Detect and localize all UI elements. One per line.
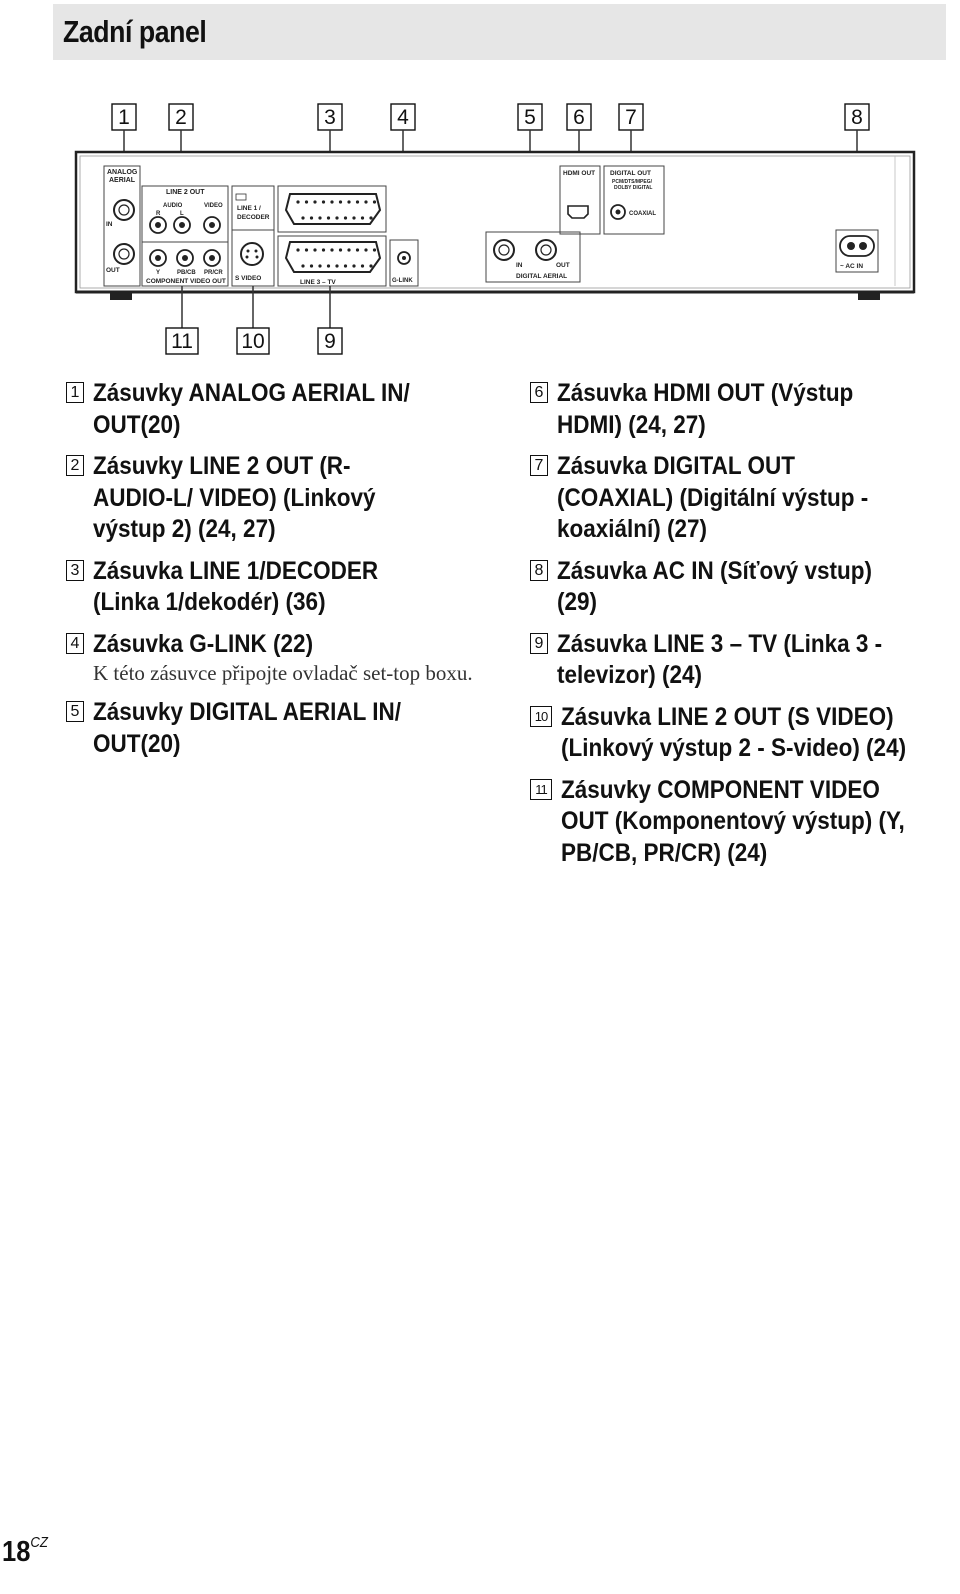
scart-pin <box>347 200 350 203</box>
scart-pin <box>322 200 325 203</box>
item-number: 6 <box>530 382 548 403</box>
item-text: Zásuvka LINE 2 OUT (S VIDEO) (Linkový výstup 2 - S-video) (24) <box>561 702 907 762</box>
scart-pin <box>361 264 364 267</box>
list-item <box>66 629 473 688</box>
list-item <box>530 378 950 441</box>
svg-text:7: 7 <box>625 106 637 129</box>
item-number: 8 <box>530 560 548 581</box>
scart-pin <box>364 200 367 203</box>
svg-text:1: 1 <box>118 106 130 129</box>
scart-pin <box>301 216 304 219</box>
scart-pin <box>313 200 316 203</box>
scart-pin <box>373 248 376 251</box>
svg-text:6: 6 <box>573 106 585 129</box>
list-item <box>530 629 950 692</box>
scart-pin <box>327 216 330 219</box>
scart-pin <box>313 248 316 251</box>
scart-pin <box>361 216 364 219</box>
svg-text:DECODER: DECODER <box>237 214 270 221</box>
svg-text:DOLBY DIGITAL: DOLBY DIGITAL <box>614 185 653 191</box>
item-text: Zásuvka HDMI OUT (Výstup HDMI) (24, 27) <box>557 379 854 439</box>
scart-pin <box>369 264 372 267</box>
rear-panel-diagram <box>0 90 960 370</box>
svg-text:VIDEO: VIDEO <box>204 203 223 209</box>
svg-text:3: 3 <box>324 106 336 129</box>
svg-text:OUT: OUT <box>106 267 120 274</box>
svg-text:8: 8 <box>851 106 863 129</box>
svg-text:~ AC IN: ~ AC IN <box>840 263 864 270</box>
item-note: K této zásuvce připojte ovladač set-top boxu. <box>93 661 473 685</box>
list-item <box>530 702 950 765</box>
callout-9 <box>318 286 342 354</box>
svg-text:S VIDEO: S VIDEO <box>235 275 262 282</box>
list-item <box>530 775 950 870</box>
svg-text:DIGITAL OUT: DIGITAL OUT <box>610 170 651 177</box>
page-language: CZ <box>30 1534 48 1551</box>
item-number: 1 <box>66 382 84 403</box>
scart-pin <box>305 248 308 251</box>
scart-pin <box>344 216 347 219</box>
scart-pin <box>335 264 338 267</box>
list-item <box>66 378 466 441</box>
item-text: Zásuvky LINE 2 OUT (R-AUDIO-L/ VIDEO) (Linkový výstup 2) (24, 27) <box>93 452 376 543</box>
svg-text:4: 4 <box>397 106 409 129</box>
scart-pin <box>352 264 355 267</box>
scart-pin <box>305 200 308 203</box>
item-text: Zásuvka DIGITAL OUT (COAXIAL) (Digitální výstup - koaxiální) (27) <box>557 452 869 543</box>
svg-text:AUDIO: AUDIO <box>163 203 183 209</box>
list-item <box>66 697 466 760</box>
scart-pin <box>369 216 372 219</box>
svg-text:OUT: OUT <box>556 262 570 269</box>
list-item <box>530 451 950 546</box>
item-text: Zásuvka G-LINK (22) <box>93 629 314 658</box>
item-number: 9 <box>530 633 548 654</box>
scart-pin <box>322 248 325 251</box>
svg-text:G-LINK: G-LINK <box>392 278 413 284</box>
page-number-value: 18 <box>2 1536 31 1568</box>
item-text: Zásuvky COMPONENT VIDEO OUT (Komponentový výstup) (Y, PB/CB, PR/CR) (24) <box>561 775 905 867</box>
svg-text:DIGITAL AERIAL: DIGITAL AERIAL <box>516 273 568 280</box>
svg-text:HDMI OUT: HDMI OUT <box>563 170 596 177</box>
svg-text:COAXIAL: COAXIAL <box>629 211 656 217</box>
scart-pin <box>339 200 342 203</box>
item-text: Zásuvky DIGITAL AERIAL IN/ OUT(20) <box>93 698 401 758</box>
item-number: 5 <box>66 701 84 722</box>
item-text: Zásuvka LINE 1/DECODER (Linka 1/dekodér) (36) <box>93 556 379 616</box>
svg-text:2: 2 <box>175 106 187 129</box>
svg-text:Y: Y <box>156 270 161 276</box>
scart-pin <box>330 200 333 203</box>
svg-text:LINE 3 – TV: LINE 3 – TV <box>300 279 336 286</box>
description-column-left <box>66 378 473 770</box>
svg-text:IN: IN <box>516 262 523 269</box>
section-header <box>53 4 946 60</box>
scart-pin <box>296 248 299 251</box>
scart-pin <box>347 248 350 251</box>
item-number: 3 <box>66 560 84 581</box>
svg-text:PCM/DTS/MPEG/: PCM/DTS/MPEG/ <box>612 179 653 185</box>
page-number <box>2 1534 48 1569</box>
item-text: Zásuvka AC IN (Síťový vstup) (29) <box>557 556 873 616</box>
item-text: Zásuvka LINE 3 – TV (Linka 3 - televizor) (24) <box>557 629 883 689</box>
item-number: 7 <box>530 455 548 476</box>
callout-11 <box>166 286 198 354</box>
scart-pin <box>296 200 299 203</box>
svg-text:9: 9 <box>324 330 336 353</box>
scart-pin <box>301 264 304 267</box>
list-item <box>66 556 466 619</box>
svg-text:PB/CB: PB/CB <box>177 270 196 276</box>
scart-pin <box>335 216 338 219</box>
svg-text:COMPONENT VIDEO OUT: COMPONENT VIDEO OUT <box>146 278 226 285</box>
svg-text:L: L <box>180 211 184 217</box>
scart-pin <box>310 264 313 267</box>
item-number: 4 <box>66 633 84 654</box>
svg-text:PR/CR: PR/CR <box>204 270 223 276</box>
scart-pin <box>327 264 330 267</box>
scart-pin <box>318 216 321 219</box>
list-item <box>530 556 950 619</box>
svg-text:LINE 1 /: LINE 1 / <box>237 205 261 212</box>
scart-pin <box>356 248 359 251</box>
scart-pin <box>344 264 347 267</box>
svg-text:LINE 2 OUT: LINE 2 OUT <box>166 189 205 196</box>
list-item <box>66 451 466 546</box>
scart-pin <box>373 200 376 203</box>
svg-text:ANALOG: ANALOG <box>107 169 138 176</box>
svg-text:R: R <box>156 211 161 217</box>
svg-text:IN: IN <box>106 221 113 228</box>
item-number: 2 <box>66 455 84 476</box>
scart-pin <box>364 248 367 251</box>
callout-10 <box>237 286 269 354</box>
scart-pin <box>339 248 342 251</box>
svg-text:5: 5 <box>524 106 536 129</box>
scart-pin <box>330 248 333 251</box>
item-text: Zásuvky ANALOG AERIAL IN/ OUT(20) <box>93 379 410 439</box>
svg-text:11: 11 <box>171 330 193 353</box>
item-number: 10 <box>530 706 552 727</box>
scart-pin <box>352 216 355 219</box>
description-column-right <box>530 378 950 879</box>
scart-pin <box>318 264 321 267</box>
item-number: 11 <box>530 779 552 800</box>
scart-pin <box>310 216 313 219</box>
svg-text:AERIAL: AERIAL <box>109 177 136 184</box>
svg-text:10: 10 <box>241 330 265 353</box>
page-title: Zadní panel <box>63 14 207 49</box>
scart-pin <box>356 200 359 203</box>
